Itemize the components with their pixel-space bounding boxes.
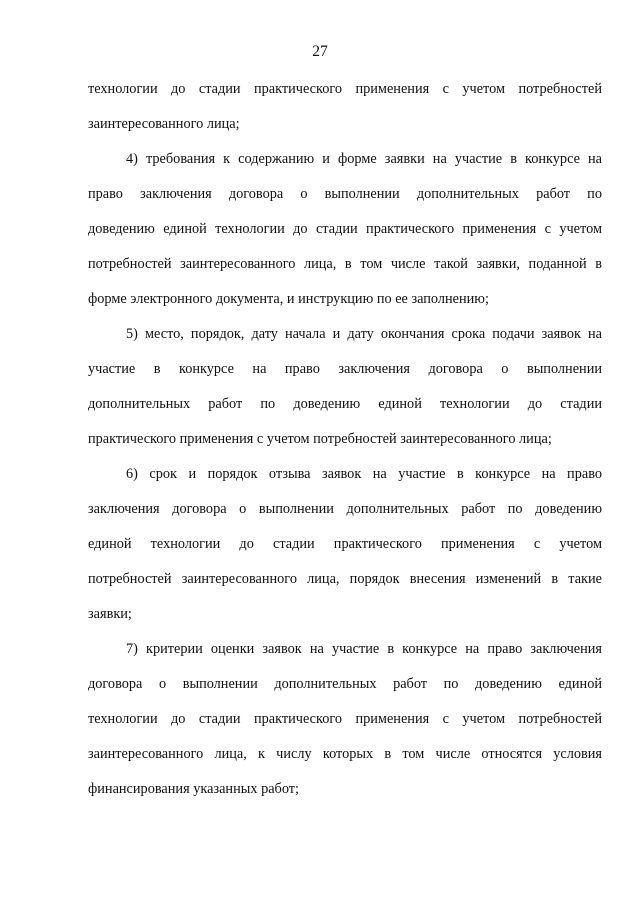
text-line: потребностей заинтересованного лица, в том числе такой заявки, поданной в bbox=[88, 256, 602, 272]
text-line: договора о выполнении дополнительных работ по доведению единой bbox=[88, 676, 602, 692]
text-line: финансирования указанных работ; bbox=[88, 781, 300, 797]
text-line: заинтересованного лица, к числу которых в том числе относятся условия bbox=[88, 746, 602, 762]
text-line: заявки; bbox=[88, 606, 132, 622]
text-line: единой технологии до стадии практического применения с учетом bbox=[88, 536, 602, 552]
paragraph-7-first-line: 7) критерии оценки заявок на участие в конкурсе на право заключения bbox=[126, 641, 602, 657]
paragraph-4-first-line: 4) требования к содержанию и форме заявки на участие в конкурсе на bbox=[126, 151, 602, 167]
text-line: право заключения договора о выполнении дополнительных работ по bbox=[88, 186, 602, 202]
text-line: заинтересованного лица; bbox=[88, 116, 240, 132]
text-line: потребностей заинтересованного лица, порядок внесения изменений в такие bbox=[88, 571, 602, 587]
text-line: доведению единой технологии до стадии практического применения с учетом bbox=[88, 221, 602, 237]
text-line: дополнительных работ по доведению единой технологии до стадии bbox=[88, 396, 602, 412]
text-line: практического применения с учетом потребностей заинтересованного лица; bbox=[88, 431, 552, 447]
text-line: заключения договора о выполнении дополнительных работ по доведению bbox=[88, 501, 602, 517]
text-line: участие в конкурсе на право заключения договора о выполнении bbox=[88, 361, 602, 377]
text-line: технологии до стадии практического применения с учетом потребностей bbox=[88, 711, 602, 727]
page-number: 27 bbox=[312, 43, 328, 60]
paragraph-5-first-line: 5) место, порядок, дату начала и дату окончания срока подачи заявок на bbox=[126, 326, 602, 342]
text-line: форме электронного документа, и инструкцию по ее заполнению; bbox=[88, 291, 489, 307]
text-line: технологии до стадии практического применения с учетом потребностей bbox=[88, 81, 602, 97]
paragraph-6-first-line: 6) срок и порядок отзыва заявок на участие в конкурсе на право bbox=[126, 466, 602, 482]
